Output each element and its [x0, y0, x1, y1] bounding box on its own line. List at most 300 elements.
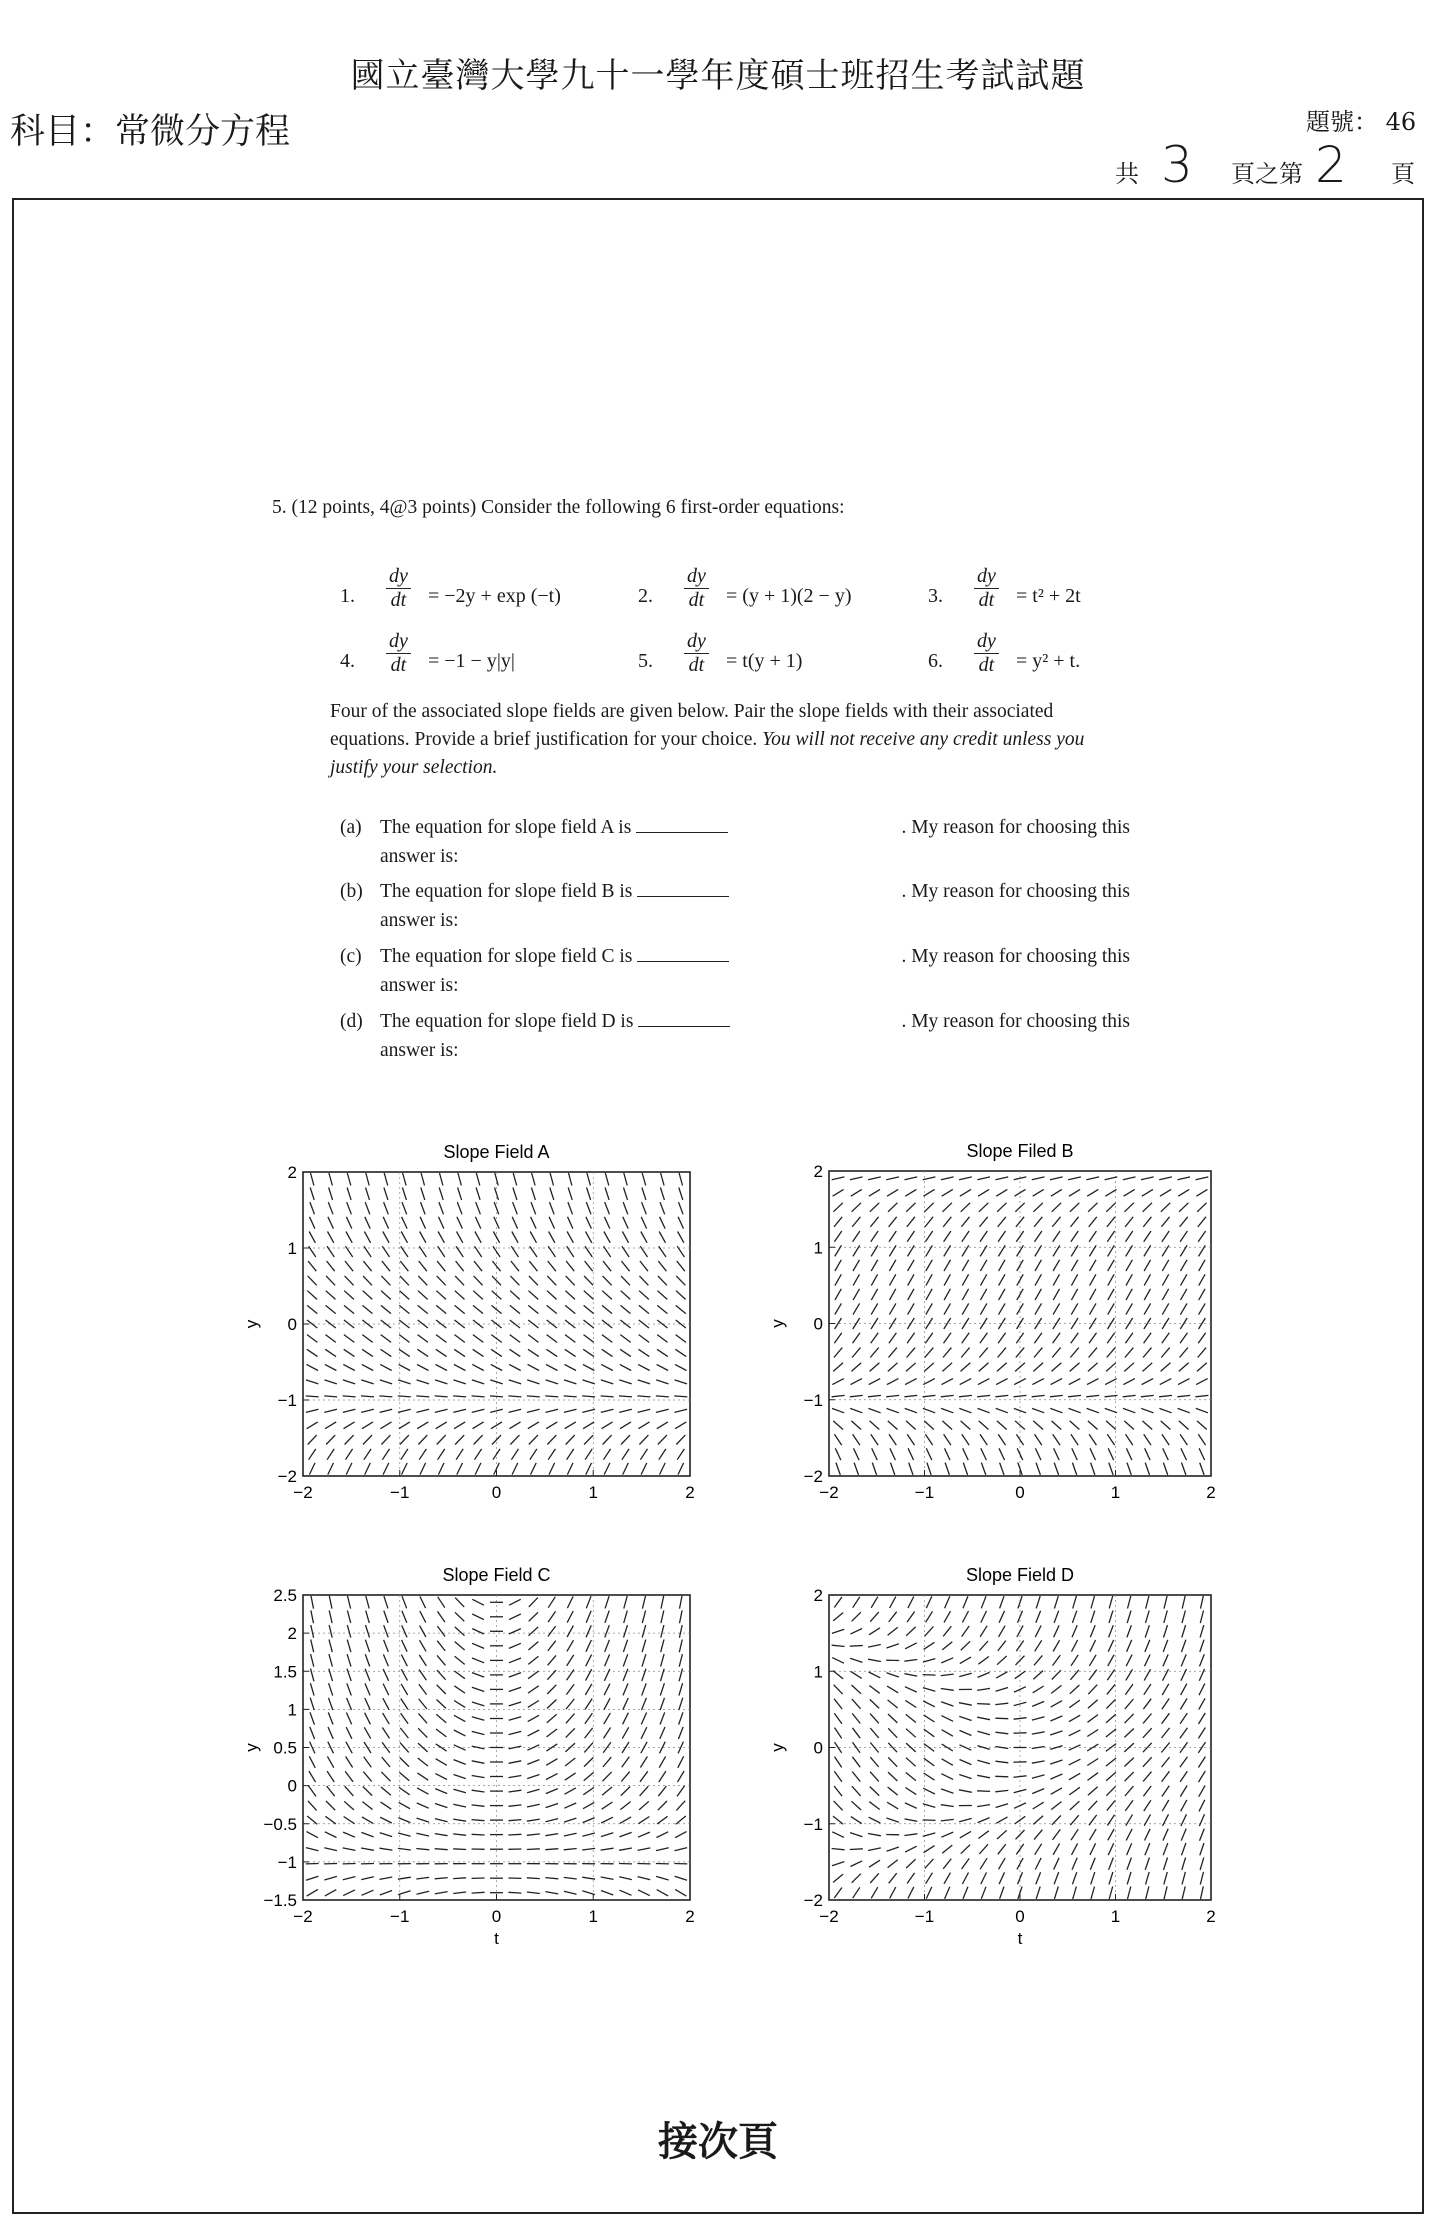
slope-segment: [906, 1203, 915, 1212]
slope-segment: [659, 1449, 666, 1460]
slope-segment: [565, 1422, 576, 1429]
slope-segment: [869, 1672, 881, 1678]
slope-segment: [850, 1177, 863, 1180]
slope-segment: [401, 1684, 408, 1695]
part-reason: . My reason for choosing this: [901, 881, 1130, 902]
slope-segment: [675, 1349, 686, 1356]
slope-segment: [851, 1671, 862, 1678]
slope-segment: [905, 1788, 916, 1795]
slope-segment: [1107, 1348, 1116, 1358]
slope-segment: [1016, 1656, 1025, 1665]
slope-segment: [1071, 1829, 1078, 1840]
exam-title: 國立臺灣大學九十一學年度碩士班招生考試試題: [350, 56, 1086, 96]
slope-segment: [623, 1713, 629, 1725]
slope-segment: [620, 1335, 630, 1343]
slope-segment: [639, 1305, 649, 1313]
slope-segment: [605, 1173, 609, 1186]
slope-segment: [455, 1305, 465, 1313]
slope-segment: [1036, 1463, 1040, 1475]
slope-segment: [1128, 1887, 1131, 1900]
slope-segment: [661, 1611, 664, 1624]
slope-segment: [926, 1260, 933, 1271]
slope-segment: [1090, 1303, 1097, 1314]
slope-segment: [834, 1348, 842, 1358]
slope-segment: [1071, 1434, 1078, 1445]
slope-segment: [1015, 1189, 1026, 1196]
slope-segment: [383, 1713, 390, 1724]
slope-segment: [1126, 1231, 1133, 1242]
slope-segment: [457, 1463, 463, 1475]
slope-segment: [945, 1596, 950, 1608]
slope-segment: [926, 1887, 932, 1899]
slope-segment: [603, 1276, 612, 1285]
slope-segment: [1180, 1728, 1188, 1739]
slope-segment: [1182, 1843, 1186, 1855]
slope-segment: [311, 1625, 314, 1638]
slope-segment: [345, 1261, 353, 1271]
slope-segment: [363, 1291, 373, 1300]
part-continuation: answer is:: [380, 1040, 459, 1061]
slope-segment: [906, 1627, 916, 1636]
slope-segment: [1052, 1203, 1061, 1212]
slope-segment: [869, 1379, 881, 1385]
slope-segment: [509, 1422, 520, 1429]
slope-segment: [474, 1435, 483, 1444]
slope-segment: [980, 1245, 987, 1256]
x-tick-label: −1: [914, 1907, 935, 1926]
slope-segment: [1089, 1829, 1096, 1840]
slope-segment: [402, 1625, 407, 1637]
slope-segment: [419, 1655, 426, 1666]
slope-segment: [605, 1625, 610, 1637]
slope-segment: [604, 1463, 610, 1475]
slope-segment: [1144, 1289, 1150, 1300]
slope-segment: [381, 1335, 391, 1343]
slope-segment: [329, 1640, 332, 1653]
slope-segment: [309, 1449, 316, 1460]
slope-segment: [1091, 1872, 1095, 1884]
slope-segment: [1125, 1714, 1134, 1723]
slope-segment: [344, 1305, 354, 1313]
x-tick-label: 1: [1110, 1483, 1121, 1502]
slope-segment: [604, 1684, 610, 1696]
slope-segment: [384, 1640, 389, 1652]
slope-segment: [998, 1641, 1006, 1651]
slope-segment: [963, 1596, 968, 1608]
slope-segment: [1199, 1289, 1205, 1300]
slope-segment: [603, 1435, 612, 1444]
slope-segment: [852, 1217, 860, 1227]
slope-segment: [639, 1801, 649, 1810]
slope-segment: [1015, 1203, 1024, 1212]
slope-segment: [1053, 1318, 1060, 1329]
slope-segment: [962, 1434, 969, 1445]
slope-segment: [1014, 1379, 1026, 1385]
slope-segment: [1052, 1217, 1060, 1227]
slope-segment: [1054, 1611, 1059, 1623]
slope-segment: [380, 1409, 393, 1412]
y-tick-label: −1: [277, 1852, 297, 1872]
slope-segment: [834, 1217, 842, 1227]
slope-segment: [1105, 1408, 1117, 1412]
slope-segment: [1181, 1260, 1188, 1271]
slope-segment: [888, 1728, 897, 1737]
slope-segment: [435, 1804, 447, 1808]
slope-segment: [1161, 1421, 1171, 1430]
slope-segment: [923, 1395, 936, 1396]
slope-segment: [381, 1349, 392, 1356]
slope-segment: [1159, 1408, 1171, 1412]
slope-segment: [941, 1789, 953, 1793]
slope-segment: [871, 1434, 878, 1445]
slope-segment: [476, 1202, 481, 1214]
slope-segment: [1145, 1448, 1151, 1460]
slope-segment: [1033, 1671, 1043, 1680]
slope-segment: [345, 1276, 354, 1285]
y-axis-label: y: [242, 1319, 261, 1329]
slope-segment: [456, 1261, 464, 1271]
slope-segment: [638, 1890, 650, 1896]
slope-segment: [995, 1703, 1008, 1704]
slope-segment: [329, 1596, 332, 1609]
slope-segment: [978, 1379, 990, 1385]
slope-segment: [1164, 1625, 1168, 1637]
slope-segment: [324, 1876, 337, 1880]
slope-segment: [679, 1683, 683, 1695]
slope-segment: [491, 1335, 501, 1343]
slope-segment: [1000, 1887, 1004, 1899]
slope-segment: [601, 1380, 613, 1384]
slope-segment: [624, 1611, 628, 1623]
slope-segment: [587, 1173, 591, 1186]
slope-segment: [1200, 1858, 1204, 1870]
slope-segment: [564, 1380, 576, 1384]
slope-segment: [348, 1596, 351, 1609]
slope-segment: [1053, 1829, 1061, 1840]
slope-segment: [1086, 1177, 1099, 1180]
slope-segment: [923, 1820, 936, 1821]
slope-segment: [1070, 1348, 1078, 1358]
slope-segment: [907, 1217, 915, 1227]
slope-segment: [420, 1640, 427, 1651]
slope-segment: [325, 1364, 337, 1370]
chart-title: Slope Field C: [442, 1565, 551, 1585]
slope-segment: [491, 1349, 502, 1356]
slope-segment: [853, 1289, 859, 1300]
slope-segment: [602, 1305, 612, 1313]
slope-segment: [979, 1363, 989, 1372]
slope-segment: [604, 1728, 611, 1739]
slope-segment: [621, 1787, 630, 1796]
slope-segment: [546, 1759, 557, 1766]
footer-continue: 接次頁: [658, 2118, 778, 2165]
slope-segment: [1106, 1772, 1116, 1781]
slope-segment: [832, 1379, 844, 1385]
slope-segment: [677, 1449, 684, 1460]
slope-segment: [329, 1654, 333, 1667]
slope-segment: [887, 1818, 899, 1822]
slope-segment: [548, 1449, 555, 1460]
slope-segment: [400, 1743, 409, 1753]
slope-segment: [1161, 1743, 1169, 1753]
slope-segment: [1109, 1887, 1113, 1900]
slope-segment: [995, 1718, 1008, 1719]
slope-segment: [528, 1701, 539, 1708]
slope-segment: [328, 1712, 333, 1724]
slope-segment: [548, 1597, 555, 1608]
slope-segment: [586, 1232, 592, 1243]
slope-segment: [642, 1625, 646, 1638]
slope-segment: [380, 1877, 393, 1879]
slope-segment: [1069, 1787, 1080, 1795]
slope-segment: [657, 1335, 667, 1343]
slope-segment: [306, 1876, 318, 1880]
slope-segment: [658, 1276, 667, 1285]
slope-segment: [851, 1363, 861, 1372]
x-tick-label: −2: [819, 1483, 839, 1502]
slope-segment: [343, 1409, 356, 1412]
slope-segment: [564, 1891, 577, 1894]
slope-segment: [833, 1671, 843, 1679]
slope-segment: [472, 1717, 485, 1721]
slope-segment: [926, 1303, 933, 1314]
slope-segment: [962, 1873, 968, 1885]
slope-segment: [675, 1409, 688, 1412]
slope-segment: [362, 1335, 372, 1343]
y-tick-label: 0: [287, 1776, 297, 1796]
slope-segment: [660, 1202, 665, 1214]
slope-segment: [417, 1349, 428, 1356]
slope-segment: [661, 1596, 664, 1609]
slope-segment: [347, 1625, 351, 1638]
slope-segment: [380, 1891, 392, 1896]
slope-segment: [1090, 1640, 1096, 1652]
slope-segment: [1000, 1596, 1004, 1608]
slope-segment: [418, 1305, 428, 1313]
slope-segment: [564, 1818, 576, 1822]
slope-segment: [509, 1731, 522, 1734]
slope-segment: [888, 1363, 898, 1372]
slope-segment: [1053, 1260, 1060, 1271]
slope-segment: [924, 1715, 935, 1722]
slope-segment: [584, 1320, 594, 1328]
slope-segment: [306, 1396, 319, 1397]
chart-title: Slope Field A: [443, 1142, 550, 1162]
slope-segment: [980, 1217, 988, 1227]
slope-segment: [641, 1232, 647, 1243]
slope-segment: [1107, 1333, 1115, 1344]
slope-segment: [851, 1421, 861, 1430]
slope-segment: [905, 1687, 917, 1692]
slope-segment: [959, 1395, 972, 1396]
slope-segment: [1145, 1655, 1151, 1667]
slope-segment: [1106, 1714, 1116, 1723]
slope-segment: [308, 1276, 317, 1285]
slope-segment: [1054, 1596, 1058, 1608]
slope-segment: [981, 1463, 985, 1475]
slope-segment: [1014, 1718, 1027, 1720]
slope-segment: [660, 1463, 666, 1475]
slope-segment: [1090, 1289, 1096, 1300]
slope-segment: [1072, 1463, 1076, 1475]
y-tick-label: 2: [287, 1163, 297, 1182]
slope-segment: [1182, 1886, 1185, 1899]
slope-segment: [510, 1435, 519, 1444]
slope-segment: [852, 1757, 860, 1767]
slope-segment: [343, 1396, 356, 1397]
slope-segment: [962, 1333, 970, 1344]
slope-segment: [402, 1202, 407, 1214]
slope-segment: [642, 1611, 645, 1624]
slope-segment: [1145, 1640, 1150, 1652]
slope-segment: [960, 1730, 972, 1735]
slope-segment: [509, 1409, 522, 1412]
slope-segment: [472, 1643, 484, 1648]
slope-segment: [675, 1848, 688, 1851]
slope-segment: [1054, 1463, 1058, 1475]
slope-segment: [963, 1887, 968, 1899]
slope-segment: [439, 1202, 444, 1214]
slope-segment: [1087, 1744, 1098, 1751]
slope-segment: [1107, 1801, 1115, 1811]
slope-segment: [1201, 1886, 1204, 1899]
slope-segment: [852, 1713, 860, 1723]
slope-segment: [1126, 1318, 1133, 1329]
slope-segment: [623, 1202, 628, 1214]
slope-segment: [346, 1232, 352, 1243]
slope-segment: [1144, 1333, 1152, 1344]
y-tick-label: 0.5: [273, 1738, 297, 1758]
slope-segment: [1123, 1395, 1136, 1396]
slope-segment: [1128, 1596, 1131, 1609]
slope-segment: [996, 1379, 1008, 1385]
slope-segment: [1051, 1788, 1062, 1794]
slope-segment: [945, 1448, 951, 1460]
slope-segment: [679, 1669, 682, 1682]
slope-segment: [1088, 1801, 1097, 1811]
slope-segment: [1126, 1260, 1133, 1271]
slope-segment: [980, 1333, 988, 1344]
slope-segment: [584, 1743, 593, 1753]
slope-segment: [399, 1422, 410, 1429]
slope-segment: [1090, 1858, 1095, 1870]
slope-segment: [623, 1217, 628, 1229]
slope-segment: [834, 1888, 842, 1899]
slope-segment: [473, 1305, 483, 1313]
slope-segment: [564, 1803, 576, 1808]
slope-segment: [1089, 1217, 1097, 1227]
slope-segment: [676, 1816, 686, 1824]
slope-segment: [528, 1364, 540, 1370]
slope-segment: [850, 1658, 862, 1662]
slope-segment: [853, 1260, 860, 1271]
slope-segment: [565, 1349, 576, 1356]
slope-segment: [601, 1364, 613, 1370]
slope-segment: [601, 1848, 614, 1850]
slope-segment: [1162, 1260, 1169, 1271]
slope-segment: [347, 1654, 351, 1666]
slope-segment: [438, 1232, 444, 1243]
slope-segment: [421, 1188, 425, 1200]
slope-segment: [1106, 1786, 1115, 1795]
slope-segment: [1162, 1771, 1170, 1781]
slope-segment: [585, 1261, 593, 1271]
slope-segment: [383, 1232, 389, 1243]
slope-segment: [417, 1788, 428, 1794]
slope-segment: [1106, 1758, 1116, 1766]
slope-segment: [1145, 1843, 1150, 1855]
slope-segment: [909, 1463, 913, 1475]
slope-segment: [1178, 1189, 1189, 1196]
slope-segment: [527, 1834, 540, 1835]
slope-segment: [943, 1217, 951, 1227]
slope-segment: [907, 1333, 915, 1344]
slope-segment: [1126, 1289, 1132, 1300]
slope-segment: [656, 1876, 669, 1880]
slope-segment: [528, 1686, 539, 1693]
slope-segment: [905, 1189, 916, 1196]
slope-segment: [870, 1787, 879, 1796]
slope-segment: [1180, 1713, 1187, 1724]
slope-segment: [995, 1790, 1008, 1791]
equation-rhs: = −1 − y|y|: [428, 650, 515, 672]
slope-segment: [346, 1727, 352, 1739]
slope-segment: [602, 1422, 613, 1429]
slope-segment: [400, 1435, 409, 1444]
slope-segment: [456, 1449, 463, 1460]
slope-segment: [679, 1188, 683, 1200]
slope-segment: [509, 1658, 521, 1663]
slope-segment: [1072, 1858, 1077, 1870]
slope-segment: [960, 1379, 972, 1385]
slope-segment: [943, 1626, 951, 1636]
slope-segment: [1032, 1408, 1044, 1412]
slope-segment: [853, 1333, 861, 1344]
slope-segment: [567, 1232, 573, 1243]
slope-segment: [869, 1628, 880, 1635]
slope-segment: [326, 1801, 335, 1810]
slope-segment: [995, 1747, 1008, 1749]
slope-segment: [679, 1698, 683, 1710]
slope-segment: [637, 1396, 650, 1397]
slope-segment: [310, 1698, 314, 1710]
slope-segment: [961, 1641, 970, 1650]
slope-segment: [1087, 1379, 1099, 1385]
slope-segment: [638, 1409, 651, 1412]
slope-segment: [455, 1276, 464, 1285]
slope-segment: [962, 1274, 968, 1285]
slope-segment: [438, 1597, 445, 1608]
slope-segment: [583, 1787, 594, 1794]
slope-segment: [1069, 1759, 1081, 1765]
slope-segment: [997, 1830, 1007, 1839]
slope-segment: [344, 1291, 354, 1300]
slope-segment: [941, 1674, 954, 1676]
slope-segment: [585, 1699, 592, 1710]
slope-segment: [1178, 1408, 1190, 1412]
slope-segment: [941, 1702, 953, 1706]
slope-segment: [582, 1409, 595, 1412]
slope-segment: [384, 1625, 389, 1637]
y-tick-label: 2: [287, 1624, 297, 1644]
slope-segment: [961, 1203, 970, 1212]
slope-segment: [345, 1435, 354, 1444]
slope-segment: [437, 1435, 446, 1444]
slope-segment: [887, 1847, 899, 1851]
slope-segment: [601, 1817, 613, 1823]
slope-segment: [660, 1683, 664, 1695]
slope-segment: [853, 1318, 860, 1329]
